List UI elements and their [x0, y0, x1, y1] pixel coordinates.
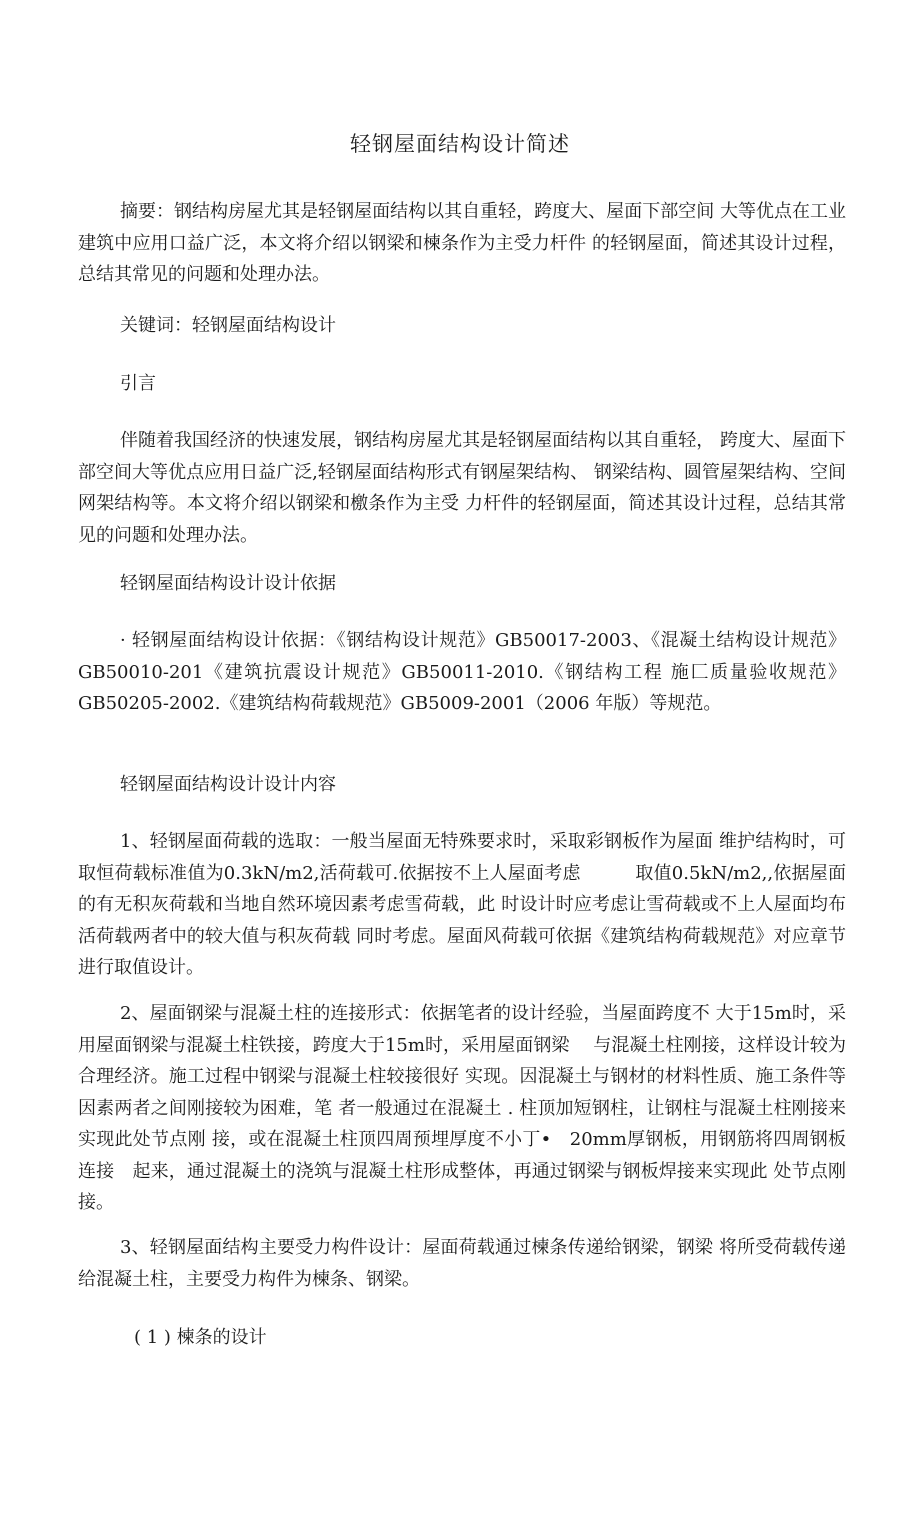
- basis-heading: 轻钢屋面结构设计设计依据: [120, 573, 336, 594]
- item-2-paragraph: 2、屋面钢梁与混凝土柱的连接形式：依据笔者的设计经验，当屋面跨度不 大于15m时，采用屋面钢梁与混凝土柱铁接，跨度大于15m时，采用屋面钢梁 与混凝土柱刚接，这样设计较为合理经济。施工过程中钢梁与混凝土柱较接很好 实现。因混凝土与钢材的材料性质、施工条件等因素两者之间刚接较为困难，笔 者一般通过在混凝土 . 柱顶加短钢柱，让钢柱与混凝土柱刚接来实现此处节点刚 接，或在混凝土柱顶四周预埋厚度不小丁• 20mm厚钢板，用钢筋将四周钢板连接 起来，通过混凝土的浇筑与混凝土柱形成整体，再通过钢梁与钢板焊接来实现此 处节点刚接。: [78, 1003, 846, 1213]
- intro-heading: 引言: [120, 373, 156, 394]
- basis-paragraph: · 轻钢屋面结构设计依据：《钢结构设计规范》GB50017-2003、《混凝土结构设计规范》GB50010-201《建筑抗震设计规范》GB50011-2010.《钢结构工程 施匚质量验收规范》GB50205-2002.《建筑结构荷载规范》GB5009-2001（2006 年版）等规范。: [78, 630, 846, 714]
- item-3-sub-1-heading: ( 1 ) 楝条的设计: [134, 1327, 267, 1348]
- abstract-paragraph: 摘要：钢结构房屋尤其是轻钢屋面结构以其自重轻，跨度大、屋面下部空间 大等优点在工业建筑中应用口益广泛，本文将介绍以钢梁和楝条作为主受力杆件 的轻钢屋面，简述其设计过程，总结其常见的问题和处理办法。: [78, 201, 846, 285]
- item-3-paragraph: 3、轻钢屋面结构主要受力构件设计：屋面荷载通过楝条传递给钢梁，钢梁 将所受荷载传递给混凝土柱，主要受力构件为楝条、钢梁。: [78, 1237, 846, 1290]
- intro-paragraph: 伴随着我国经济的快速发展，钢结构房屋尤其是轻钢屋面结构以其自重轻， 跨度大、屋面下部空间大等优点应用日益广泛,轻钢屋面结构形式有钢屋架结构、 钢梁结构、圆管屋架结构、空间网架结构等。本文将介绍以钢梁和檄条作为主受 力杆件的轻钢屋面，简述其设计过程，总结其常见的问题和处理办法。: [78, 430, 846, 546]
- keywords-line: 关键词：轻钢屋面结构设计: [120, 315, 336, 336]
- content-heading: 轻钢屋面结构设计设计内容: [120, 774, 336, 795]
- document-title: 轻钢屋面结构设计简述: [350, 132, 570, 156]
- item-1-paragraph: 1、轻钢屋面荷载的选取：一般当屋面无特殊要求时，采取彩钢板作为屋面 维护结构时，可取恒荷载标准值为0.3kN/m2,活荷载可.依据按不上人屋面考虑 取值0.5kN/m2,,依据屋面的有无积灰荷载和当地自然环境因素考虑雪荷载，此 时设计时应考虑让雪荷载或不上人屋面均布活荷载两者中的较大值与积灰荷载 同时考虑。屋面风荷载可依据《建筑结构荷载规范》对应章节进行取值设计。: [78, 831, 846, 978]
